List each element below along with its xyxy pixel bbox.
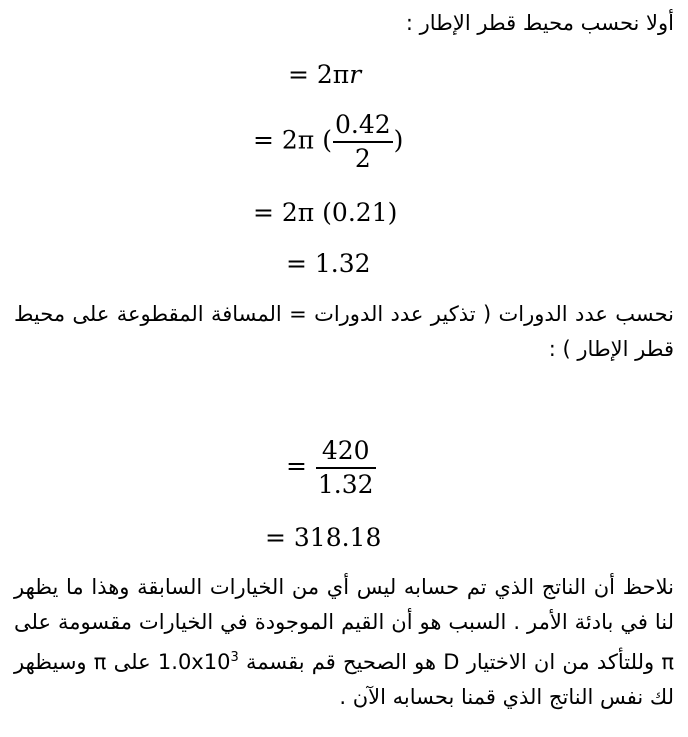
- intro-heading: [14, 6, 674, 41]
- close-paren: ): [393, 125, 404, 155]
- paragraph-conclusion: [14, 570, 674, 715]
- equation-radius: [253, 198, 397, 227]
- open-paren: (: [322, 125, 332, 155]
- value-exponent: 3: [230, 650, 239, 665]
- value-scientific: [158, 650, 239, 674]
- coef-2pi: 2π: [281, 125, 315, 155]
- equals-sign: =: [253, 125, 274, 155]
- fraction-numerator: 420: [316, 437, 376, 469]
- equals-sign: =: [288, 60, 309, 89]
- paragraph-text: نحسب عدد الدورات ( تذكير عدد الدورات = المسافة المقطوعة على محيط قطر الإطار ) :: [14, 302, 674, 361]
- variable-r: r: [349, 60, 362, 89]
- equation-result: [265, 523, 381, 552]
- paragraph-line-1: نلاحظ أن الناتج الذي تم حسابه ليس أي من الخيارات السابقة وهذا ما يظهر لنا في بادئة الأمر . السبب هو أن القيم الموجودة في الخيارات مقسومة على π وللتأكد من ان الاختيار D هو الصحيح قم بقسمة: [14, 575, 674, 674]
- fraction-denominator: 2: [354, 144, 371, 173]
- expr-2pi: 2π: [316, 60, 350, 89]
- equation-text: = 1.32: [286, 249, 371, 278]
- fraction-denominator: 1.32: [317, 470, 374, 499]
- fraction-diameter-over-2: [333, 111, 393, 173]
- equation-text: = 2π (0.21): [253, 198, 398, 227]
- equation-text: = 318.18: [265, 523, 382, 552]
- paragraph-revolutions: [14, 297, 674, 367]
- equation-substitution: [253, 111, 403, 173]
- paragraph-line-2: على π وسيظهر لك نفس الناتج الذي قمنا بحسابه الآن .: [14, 650, 674, 709]
- paragraph-text: [14, 570, 674, 715]
- equation-circumference: [288, 60, 361, 89]
- fraction-numerator: 0.42: [333, 111, 393, 143]
- fraction-distance-over-circumference: [316, 437, 376, 499]
- value-base: 1.0x10: [157, 650, 231, 674]
- intro-title: أولا نحسب محيط قطر الإطار :: [405, 11, 674, 35]
- equation-division: [286, 437, 377, 499]
- equals-sign: =: [286, 451, 307, 481]
- equation-circumference-result: [286, 249, 371, 278]
